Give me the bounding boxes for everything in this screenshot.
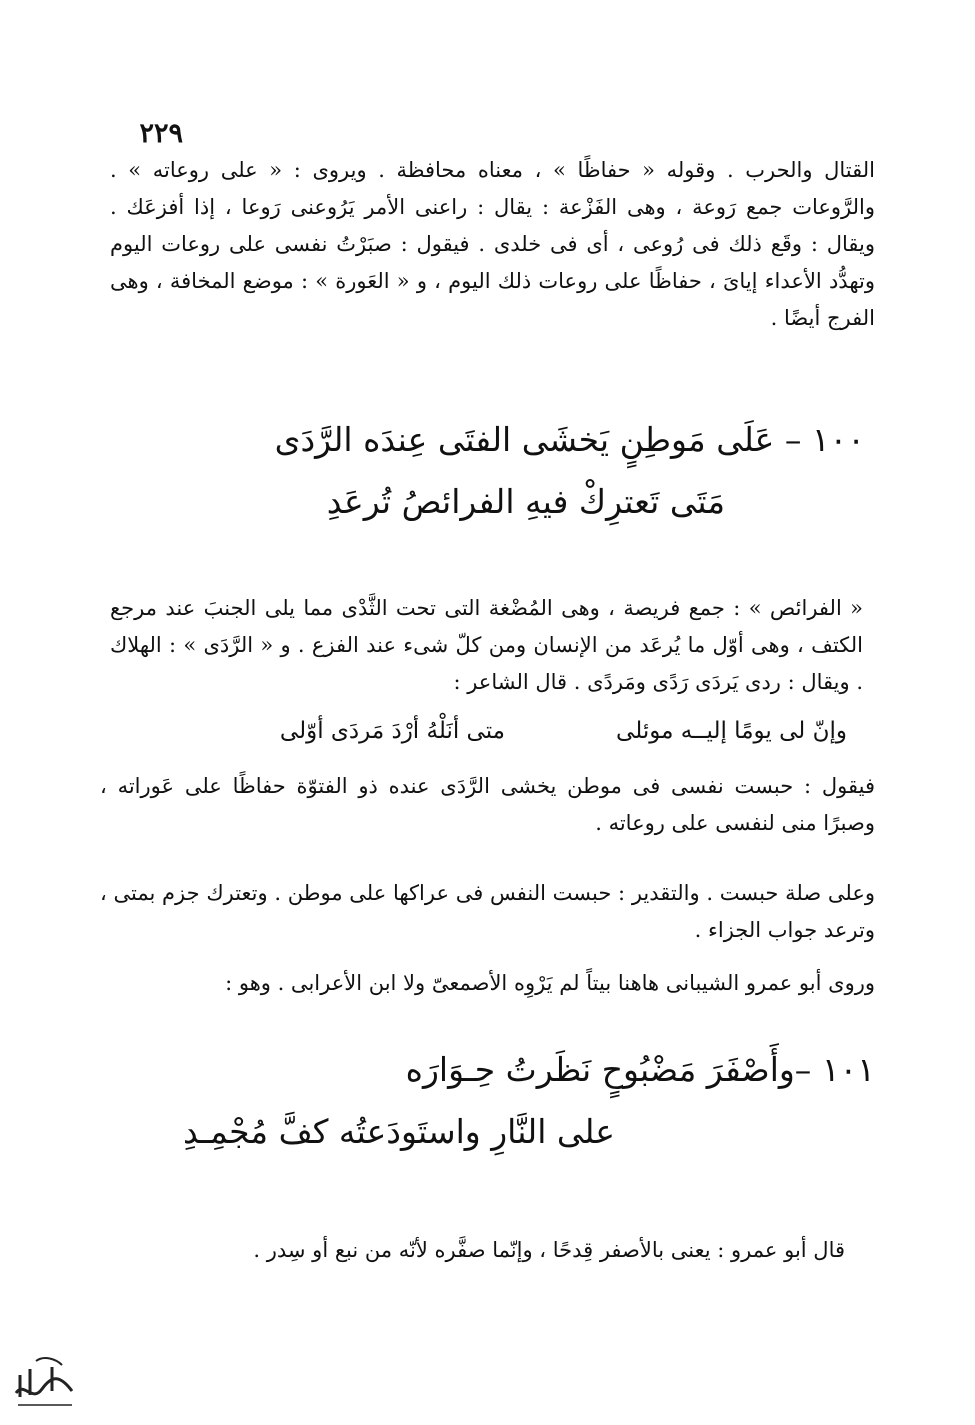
verse-101-second-hemistich: على النَّارِ واستَودَعتُه كفَّ مُجْمِـدِ [183,1112,615,1151]
commentary-paragraph-5: وروى أبو عمرو الشيبانى هاهنا بيتاً لم يَرْوِه الأصمعىّ ولا ابن الأعرابى . وهو : [225,971,875,995]
quoted-verse-second-hemistich: متى أنَلْهُ أرْدَ مَردَى أوّلى [279,718,505,744]
page-number: ٢٢٩ [139,118,183,149]
commentary-paragraph-6: قال أبو عمرو : يعنى بالأصفر قِدحًا ، وإنّما صفَّره لأنّه من نبع أو سِدر . [253,1238,845,1262]
quoted-verse-first-hemistich: وإنّ لى يومًا إليــه موئلى [616,718,847,744]
al-mustafa-library-logo-icon [10,1345,80,1415]
verse-101-first-hemistich: ١٠١ –وأَصْفَرَ مَضْبُوحٍ نَظَرتُ حِـوَارَه [405,1050,875,1089]
commentary-paragraph-1: القتال والحرب . وقوله « حفاظًا » ، معناه محافظة . ويروى : « على روعاته » . والرَّوعات جمع رَوعة ، وهى الفَزْعة : يقال : راعنى الأمر يَرُوعنى رَوعا ، إذا أفزعَك . ويقال : وقَع ذلك فى رُوعى ، أى فى خلدى . فيقول : صبَرْتُ نفسى على روعات اليوم وتهدُّد الأعداء إياىَ ، حفاظًا على روعات ذلك اليوم ، و « العَورة » : موضع المخافة ، وهى الفرج أيضًا . [110,158,875,330]
verse-100-first-hemistich: ١٠٠ – عَلَى مَوطِنٍ يَخشَى الفتَى عِندَه الرَّدَى [274,420,865,459]
commentary-paragraph-2: « الفرائص » : جمع فريصة ، وهى المُضْغة التى تحت الثَّدْى مما يلى الجنبَ عند مرجع الكتف ، وهى أوّل ما يُرعَد من الإنسان ومن كلّ شىء عند الفزع . و « الرَّدَى » : الهلاك . ويقال : ردى يَردَى رَدًى ومَردًى . قال الشاعر : [110,596,863,694]
verse-100-second-hemistich: مَتَى تَعترِكْ فيهِ الفرائصُ تُرعَدِ [326,482,725,521]
commentary-paragraph-4: وعلى صلة حبست . والتقدير : حبست النفس فى عراكها على موطن . وتعترك جزم بمتى ، وترعد جواب الجزاء . [100,881,875,942]
commentary-paragraph-3: فيقول : حبست نفسى فى موطن يخشى الرَّدَى عنده ذو الفتوّة حفاظًا على عَوراته ، وصبرًا منى لنفسى على روعاته . [100,774,875,835]
